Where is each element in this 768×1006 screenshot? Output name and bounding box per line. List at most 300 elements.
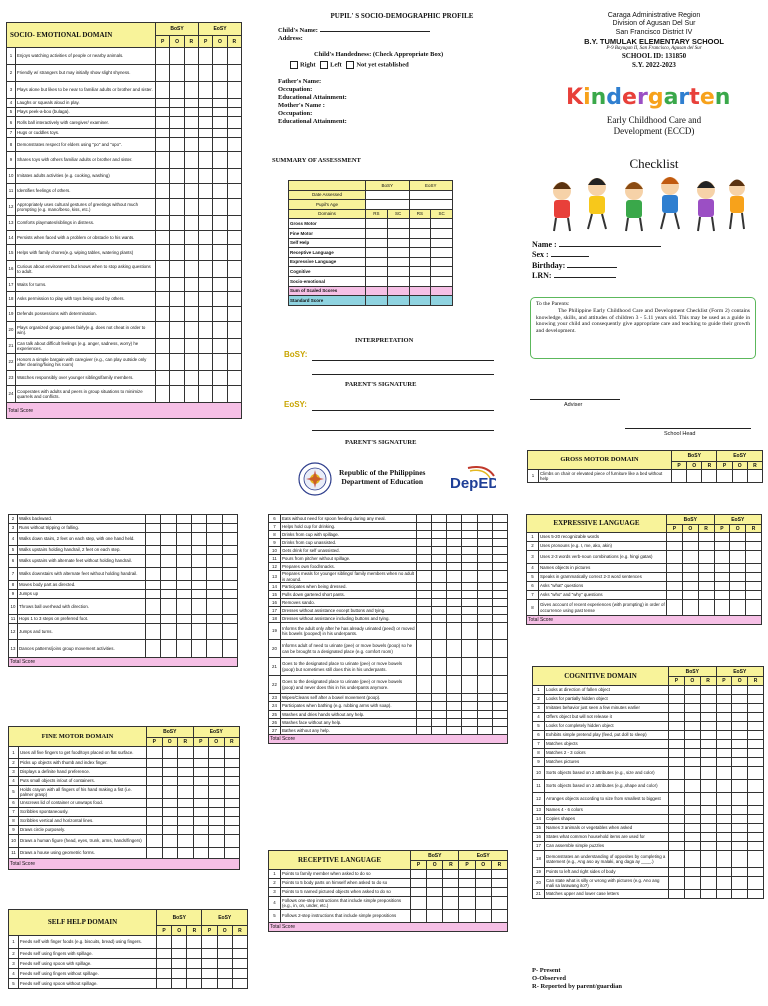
check-cell[interactable] [716,842,732,851]
check-cell[interactable] [684,806,700,815]
check-cell[interactable] [222,624,237,640]
score-cell[interactable] [431,257,453,267]
check-cell[interactable] [162,759,178,768]
check-cell[interactable] [224,848,240,859]
child-name-field[interactable] [320,31,430,32]
check-cell[interactable] [172,949,187,959]
check-cell[interactable] [447,591,462,599]
check-cell[interactable] [193,799,209,808]
check-cell[interactable] [193,848,209,859]
check-cell[interactable] [462,571,477,583]
check-cell[interactable] [176,533,191,546]
check-cell[interactable] [748,767,764,780]
check-cell[interactable] [462,640,477,658]
check-cell[interactable] [162,808,178,817]
check-cell[interactable] [161,568,176,581]
check-cell[interactable] [227,169,241,184]
check-cell[interactable] [156,99,170,108]
check-cell[interactable] [684,824,700,833]
check-cell[interactable] [432,702,447,711]
check-cell[interactable] [748,851,764,868]
check-cell[interactable] [224,808,240,817]
check-cell[interactable] [161,533,176,546]
check-cell[interactable] [191,515,206,524]
check-cell[interactable] [213,386,227,403]
check-cell[interactable] [411,910,427,923]
check-cell[interactable] [682,564,698,573]
check-cell[interactable] [184,354,198,371]
score-cell[interactable] [387,276,409,286]
check-cell[interactable] [684,877,700,890]
check-cell[interactable] [746,582,762,591]
check-cell[interactable] [716,731,732,740]
check-cell[interactable] [193,786,209,799]
check-cell[interactable] [684,740,700,749]
check-cell[interactable] [199,138,213,152]
adviser-line[interactable] [530,399,620,400]
check-cell[interactable] [178,786,194,799]
check-cell[interactable] [227,65,241,82]
check-cell[interactable] [669,868,685,877]
check-cell[interactable] [447,555,462,563]
check-cell[interactable] [213,108,227,117]
check-cell[interactable] [417,719,432,727]
score-cell[interactable] [387,238,409,248]
check-cell[interactable] [213,65,227,82]
check-cell[interactable] [184,169,198,184]
check-cell[interactable] [184,82,198,99]
check-cell[interactable] [161,640,176,658]
check-cell[interactable] [213,371,227,386]
check-cell[interactable] [170,231,184,245]
check-cell[interactable] [477,727,492,735]
check-cell[interactable] [462,531,477,539]
check-cell[interactable] [156,261,170,278]
check-cell[interactable] [227,117,241,129]
check-cell[interactable] [732,695,748,704]
check-cell[interactable] [147,768,163,777]
check-cell[interactable] [199,65,213,82]
right-checkbox[interactable] [290,61,298,69]
check-cell[interactable] [162,835,178,848]
check-cell[interactable] [411,879,427,888]
check-cell[interactable] [667,591,683,600]
score-cell[interactable] [431,267,453,277]
check-cell[interactable] [184,322,198,339]
check-cell[interactable] [217,979,232,989]
check-cell[interactable] [417,676,432,694]
check-cell[interactable] [702,470,717,483]
check-cell[interactable] [477,658,492,676]
check-cell[interactable] [667,542,683,551]
check-cell[interactable] [199,199,213,216]
check-cell[interactable] [199,216,213,231]
check-cell[interactable] [432,615,447,623]
check-cell[interactable] [193,777,209,786]
check-cell[interactable] [427,879,443,888]
check-cell[interactable] [427,897,443,910]
check-cell[interactable] [698,542,714,551]
interp-eosy-line[interactable] [312,410,494,411]
check-cell[interactable] [184,245,198,261]
check-cell[interactable] [492,523,507,531]
check-cell[interactable] [161,524,176,533]
check-cell[interactable] [432,711,447,719]
check-cell[interactable] [447,599,462,607]
check-cell[interactable] [170,322,184,339]
check-cell[interactable] [698,573,714,582]
check-cell[interactable] [732,877,748,890]
check-cell[interactable] [227,231,241,245]
check-cell[interactable] [156,386,170,403]
check-cell[interactable] [227,108,241,117]
age-eosy-cell[interactable] [409,200,453,210]
check-cell[interactable] [669,731,685,740]
check-cell[interactable] [698,600,714,616]
check-cell[interactable] [162,777,178,786]
check-cell[interactable] [714,542,730,551]
check-cell[interactable] [748,731,764,740]
check-cell[interactable] [732,806,748,815]
check-cell[interactable] [462,719,477,727]
check-cell[interactable] [170,152,184,169]
check-cell[interactable] [491,897,507,910]
check-cell[interactable] [684,758,700,767]
not-established-checkbox[interactable] [346,61,354,69]
check-cell[interactable] [732,868,748,877]
check-cell[interactable] [459,879,475,888]
check-cell[interactable] [213,231,227,245]
check-cell[interactable] [447,676,462,694]
check-cell[interactable] [156,48,170,65]
check-cell[interactable] [732,713,748,722]
check-cell[interactable] [492,583,507,591]
check-cell[interactable] [156,152,170,169]
check-cell[interactable] [669,713,685,722]
check-cell[interactable] [730,564,746,573]
check-cell[interactable] [213,199,227,216]
check-cell[interactable] [748,833,764,842]
check-cell[interactable] [716,722,732,731]
check-cell[interactable] [191,546,206,555]
check-cell[interactable] [178,817,194,826]
check-cell[interactable] [747,470,762,483]
check-cell[interactable] [411,897,427,910]
check-cell[interactable] [184,386,198,403]
check-cell[interactable] [732,470,747,483]
check-cell[interactable] [491,888,507,897]
student-sex-field[interactable] [551,256,589,257]
check-cell[interactable] [714,573,730,582]
check-cell[interactable] [732,851,748,868]
check-cell[interactable] [447,711,462,719]
check-cell[interactable] [684,815,700,824]
check-cell[interactable] [417,583,432,591]
check-cell[interactable] [227,307,241,322]
check-cell[interactable] [491,879,507,888]
check-cell[interactable] [447,531,462,539]
check-cell[interactable] [146,640,161,658]
check-cell[interactable] [222,640,237,658]
check-cell[interactable] [732,686,748,695]
check-cell[interactable] [227,82,241,99]
check-cell[interactable] [224,747,240,759]
check-cell[interactable] [170,65,184,82]
check-cell[interactable] [213,129,227,138]
check-cell[interactable] [191,533,206,546]
check-cell[interactable] [682,591,698,600]
check-cell[interactable] [199,231,213,245]
check-cell[interactable] [492,658,507,676]
check-cell[interactable] [184,292,198,307]
check-cell[interactable] [170,108,184,117]
check-cell[interactable] [187,949,202,959]
check-cell[interactable] [492,599,507,607]
check-cell[interactable] [146,590,161,599]
check-cell[interactable] [227,216,241,231]
check-cell[interactable] [199,108,213,117]
check-cell[interactable] [417,702,432,711]
head-line[interactable] [625,428,751,429]
check-cell[interactable] [684,722,700,731]
score-cell[interactable] [409,238,431,248]
check-cell[interactable] [427,910,443,923]
check-cell[interactable] [432,719,447,727]
check-cell[interactable] [748,695,764,704]
check-cell[interactable] [227,386,241,403]
check-cell[interactable] [700,851,716,868]
check-cell[interactable] [447,515,462,523]
check-cell[interactable] [146,568,161,581]
check-cell[interactable] [176,546,191,555]
check-cell[interactable] [147,777,163,786]
check-cell[interactable] [748,793,764,806]
check-cell[interactable] [207,599,222,615]
check-cell[interactable] [224,835,240,848]
check-cell[interactable] [684,793,700,806]
check-cell[interactable] [227,322,241,339]
check-cell[interactable] [178,808,194,817]
check-cell[interactable] [730,600,746,616]
check-cell[interactable] [191,568,206,581]
check-cell[interactable] [207,546,222,555]
check-cell[interactable] [700,890,716,899]
check-cell[interactable] [213,48,227,65]
check-cell[interactable] [462,676,477,694]
check-cell[interactable] [748,704,764,713]
check-cell[interactable] [170,99,184,108]
check-cell[interactable] [202,959,217,969]
check-cell[interactable] [199,339,213,354]
check-cell[interactable] [432,531,447,539]
check-cell[interactable] [417,539,432,547]
check-cell[interactable] [209,768,225,777]
check-cell[interactable] [432,727,447,735]
check-cell[interactable] [170,169,184,184]
check-cell[interactable] [432,523,447,531]
check-cell[interactable] [156,354,170,371]
check-cell[interactable] [477,607,492,615]
check-cell[interactable] [170,48,184,65]
check-cell[interactable] [748,806,764,815]
check-cell[interactable] [209,848,225,859]
check-cell[interactable] [716,868,732,877]
check-cell[interactable] [156,169,170,184]
check-cell[interactable] [669,877,685,890]
check-cell[interactable] [227,292,241,307]
check-cell[interactable] [667,600,683,616]
check-cell[interactable] [700,722,716,731]
check-cell[interactable] [227,152,241,169]
check-cell[interactable] [684,842,700,851]
check-cell[interactable] [432,694,447,702]
check-cell[interactable] [156,82,170,99]
check-cell[interactable] [443,879,459,888]
check-cell[interactable] [417,531,432,539]
check-cell[interactable] [191,555,206,568]
check-cell[interactable] [217,969,232,979]
check-cell[interactable] [492,531,507,539]
check-cell[interactable] [162,747,178,759]
check-cell[interactable] [227,199,241,216]
score-cell[interactable] [409,267,431,277]
check-cell[interactable] [447,727,462,735]
check-cell[interactable] [684,704,700,713]
check-cell[interactable] [477,571,492,583]
check-cell[interactable] [199,117,213,129]
check-cell[interactable] [417,640,432,658]
check-cell[interactable] [207,515,222,524]
check-cell[interactable] [191,624,206,640]
check-cell[interactable] [191,640,206,658]
check-cell[interactable] [732,780,748,793]
check-cell[interactable] [462,623,477,640]
check-cell[interactable] [748,686,764,695]
check-cell[interactable] [462,702,477,711]
check-cell[interactable] [748,815,764,824]
check-cell[interactable] [162,768,178,777]
check-cell[interactable] [184,278,198,292]
check-cell[interactable] [199,292,213,307]
check-cell[interactable] [716,713,732,722]
check-cell[interactable] [432,623,447,640]
check-cell[interactable] [669,686,685,695]
check-cell[interactable] [146,599,161,615]
check-cell[interactable] [669,704,685,713]
check-cell[interactable] [732,731,748,740]
check-cell[interactable] [213,245,227,261]
check-cell[interactable] [732,758,748,767]
check-cell[interactable] [162,826,178,835]
check-cell[interactable] [217,959,232,969]
check-cell[interactable] [432,515,447,523]
check-cell[interactable] [669,824,685,833]
score-cell[interactable] [366,257,388,267]
check-cell[interactable] [156,292,170,307]
check-cell[interactable] [672,470,687,483]
score-cell[interactable] [366,267,388,277]
check-cell[interactable] [199,245,213,261]
check-cell[interactable] [748,740,764,749]
check-cell[interactable] [698,533,714,542]
check-cell[interactable] [227,371,241,386]
check-cell[interactable] [732,722,748,731]
check-cell[interactable] [213,138,227,152]
check-cell[interactable] [684,731,700,740]
check-cell[interactable] [170,371,184,386]
check-cell[interactable] [417,623,432,640]
check-cell[interactable] [432,591,447,599]
check-cell[interactable] [492,719,507,727]
check-cell[interactable] [161,590,176,599]
check-cell[interactable] [669,890,685,899]
check-cell[interactable] [477,591,492,599]
check-cell[interactable] [492,694,507,702]
check-cell[interactable] [207,581,222,590]
score-cell[interactable] [387,257,409,267]
check-cell[interactable] [417,547,432,555]
check-cell[interactable] [462,599,477,607]
check-cell[interactable] [492,607,507,615]
check-cell[interactable] [147,826,163,835]
check-cell[interactable] [227,138,241,152]
check-cell[interactable] [682,533,698,542]
check-cell[interactable] [161,581,176,590]
check-cell[interactable] [700,731,716,740]
check-cell[interactable] [447,523,462,531]
check-cell[interactable] [199,169,213,184]
check-cell[interactable] [187,979,202,989]
check-cell[interactable] [443,870,459,879]
check-cell[interactable] [432,599,447,607]
check-cell[interactable] [147,799,163,808]
check-cell[interactable] [199,278,213,292]
check-cell[interactable] [447,563,462,571]
check-cell[interactable] [146,515,161,524]
interp-bosy-line2[interactable] [312,374,494,375]
check-cell[interactable] [232,936,247,949]
check-cell[interactable] [730,533,746,542]
check-cell[interactable] [477,555,492,563]
check-cell[interactable] [213,354,227,371]
check-cell[interactable] [147,786,163,799]
check-cell[interactable] [667,551,683,564]
check-cell[interactable] [700,842,716,851]
check-cell[interactable] [199,48,213,65]
check-cell[interactable] [492,555,507,563]
check-cell[interactable] [475,879,491,888]
check-cell[interactable] [732,890,748,899]
check-cell[interactable] [492,702,507,711]
check-cell[interactable] [157,969,172,979]
check-cell[interactable] [213,82,227,99]
check-cell[interactable] [492,615,507,623]
check-cell[interactable] [684,851,700,868]
check-cell[interactable] [417,599,432,607]
check-cell[interactable] [667,533,683,542]
check-cell[interactable] [209,777,225,786]
check-cell[interactable] [176,555,191,568]
check-cell[interactable] [667,573,683,582]
check-cell[interactable] [716,758,732,767]
check-cell[interactable] [462,539,477,547]
check-cell[interactable] [732,793,748,806]
check-cell[interactable] [232,949,247,959]
check-cell[interactable] [227,184,241,199]
check-cell[interactable] [432,563,447,571]
check-cell[interactable] [207,624,222,640]
check-cell[interactable] [669,749,685,758]
